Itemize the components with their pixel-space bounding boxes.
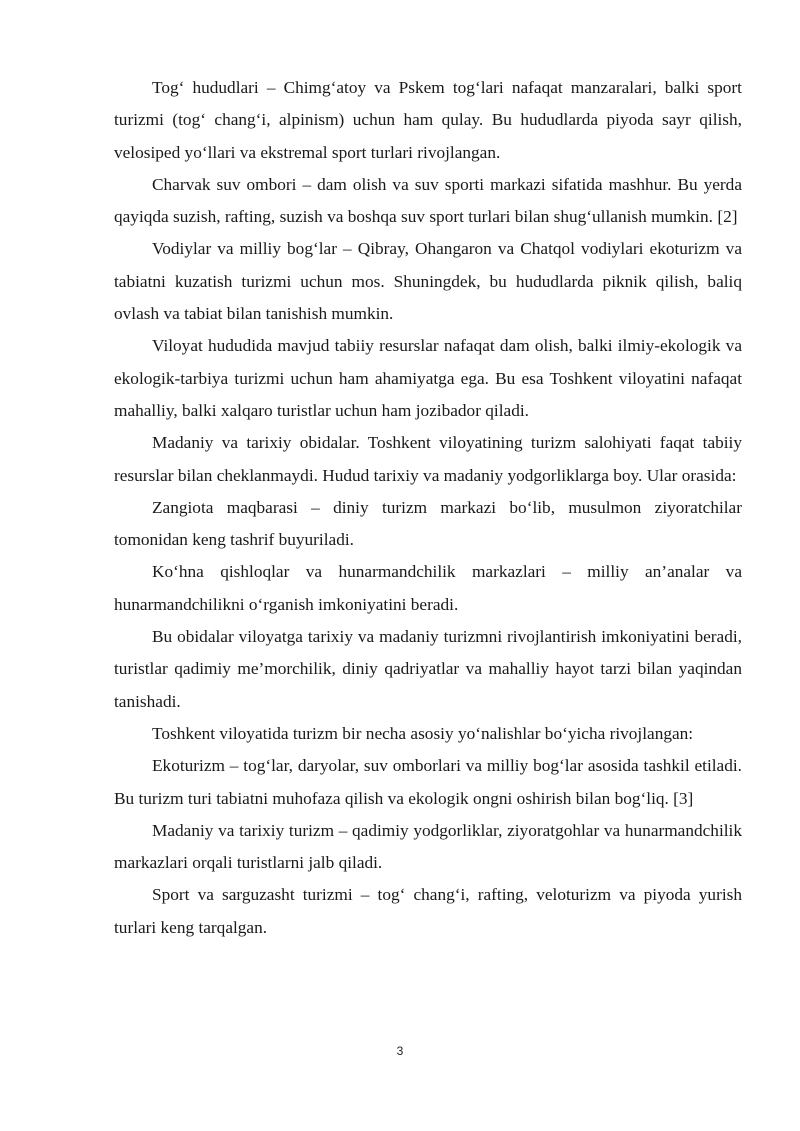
paragraph-natural-resources: Viloyat hududida mavjud tabiiy resurslar nafaqat dam olish, balki ilmiy-ekologik va ekologik-tarbiya turizmi uchun ham ahamiyatga ega. Bu esa Toshkent viloyatini nafaqat mahalliy, balki xalqaro turistlar uchun ham jozibador qiladi. [114,336,742,420]
paragraph-old-villages: Ko‘hna qishloqlar va hunarmandchilik markazlari – milliy an’analar va hunarmandchilikni o‘rganish imkoniyatini beradi. [114,562,742,614]
paragraph-cultural-tourism: Madaniy va tarixiy turizm – qadimiy yodgorliklar, ziyoratgohlar va hunarmandchilik markazlari orqali turistlarni jalb qiladi. [114,820,742,873]
page-number: 3 [396,1044,404,1058]
paragraph-mountain-areas: Tog‘ hududlari – Chimg‘atoy va Pskem tog‘lari nafaqat manzaralari, balki sport turizmi (tog‘ chang‘i, alpinism) uchun ham qulay. Bu hududlarda piyoda sayr qilish, velosiped yo‘llari va ekstremal sport turlari rivojlangan. [114,78,742,162]
paragraph-charvak-reservoir: Charvak suv ombori – dam olish va suv sporti markazi sifatida mashhur. Bu yerda qayiqda suzish, rafting, suzish va boshqa suv sport turlari bilan shug‘ullanish mumkin. [2] [114,174,742,227]
paragraph-valleys-parks: Vodiylar va milliy bog‘lar – Qibray, Ohangaron va Chatqol vodiylari ekoturizm va tabiatni kuzatish turizmi uchun mos. Shuningdek, bu hududlarda piknik qilish, baliq ovlash va tabiat bilan tanishish mumkin. [114,239,742,324]
paragraph-tourism-directions: Toshkent viloyatida turizm bir necha asosiy yo‘nalishlar bo‘yicha rivojlangan: [152,723,694,743]
paragraph-cultural-historical: Madaniy va tarixiy obidalar. Toshkent viloyatining turizm salohiyati faqat tabiiy resurslar bilan cheklanmaydi. Hudud tarixiy va madaniy yodgorliklarga boy. Ular orasida: [114,433,742,485]
paragraph-ecotourism: Ekoturizm – tog‘lar, daryolar, suv omborlari va milliy bog‘lar asosida tashkil etiladi. Bu turizm turi tabiatni muhofaza qilish va ekologik ongni oshirish bilan bog‘liq. [3] [114,756,742,808]
document-body [114,72,742,944]
paragraph-sport-tourism: Sport va sarguzasht turizmi – tog‘ chang‘i, rafting, veloturizm va piyoda yurish turlari keng tarqalgan. [114,885,742,937]
paragraph-zangiota: Zangiota maqbarasi – diniy turizm markazi bo‘lib, musulmon ziyoratchilar tomonidan keng tashrif buyuriladi. [114,497,742,550]
paragraph-monuments-opportunity: Bu obidalar viloyatga tarixiy va madaniy turizmni rivojlantirish imkoniyatini beradi, turistlar qadimiy me’morchilik, diniy qadriyatlar va mahalliy hayot tarzi bilan yaqindan tanishadi. [114,627,742,711]
